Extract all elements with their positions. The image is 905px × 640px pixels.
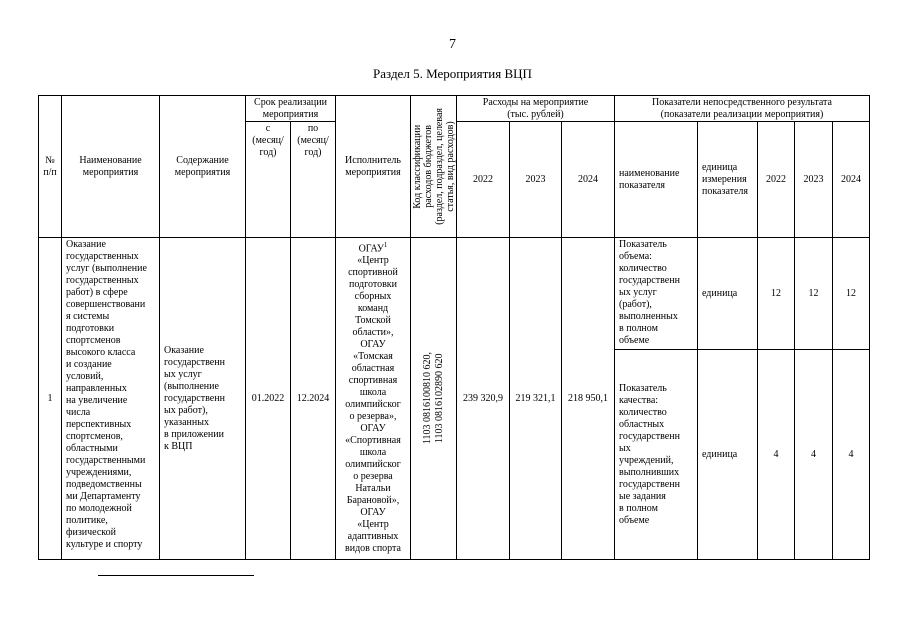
footnote-separator xyxy=(98,575,254,576)
row-expense-2023: 219 321,1 xyxy=(510,238,562,560)
header-results: Показатели непосредственного результата (показатели реализации мероприятия) xyxy=(615,96,870,122)
header-exp-year-3: 2024 xyxy=(562,122,615,238)
row-expense-2022: 239 320,9 xyxy=(457,238,510,560)
header-exp-year-2: 2023 xyxy=(510,122,562,238)
indicator-2-2023: 4 xyxy=(795,350,833,560)
indicator-2-2022: 4 xyxy=(758,350,795,560)
header-exp-year-1: 2022 xyxy=(457,122,510,238)
row-codes-cell xyxy=(411,238,457,560)
header-expenses: Расходы на мероприятие (тыс. рублей) xyxy=(457,96,615,122)
header-unit: единица измерения показателя xyxy=(698,122,758,238)
indicator-2-unit: единица xyxy=(698,350,758,560)
indicator-1-unit: единица xyxy=(698,238,758,350)
row-from: 01.2022 xyxy=(246,238,291,560)
header-res-year-2: 2023 xyxy=(795,122,833,238)
row-expense-2024: 218 950,1 xyxy=(562,238,615,560)
footnote-marker: 1 xyxy=(383,241,388,249)
indicator-1-name: Показатель объема: количество государственн ых услуг (работ), выполненных в полном объеме xyxy=(615,238,698,350)
row-executor xyxy=(336,238,411,560)
header-executor: Исполнитель мероприятия xyxy=(336,96,411,238)
row-content: Оказание государственн ых услуг (выполнение государственн ых работ), указанных в приложении к ВЦП xyxy=(160,238,246,560)
activities-table xyxy=(38,95,870,560)
row-codes: 1103 0816100810 620, 1103 0816102890 620 xyxy=(421,352,445,445)
header-content: Содержание мероприятия xyxy=(160,96,246,238)
header-code-cell xyxy=(411,96,457,238)
header-term-to: по (месяц/ год) xyxy=(291,122,336,238)
row-name: Оказание государственных услуг (выполнение государственных работ) в сфере совершенствовани я системы подготовки спортсменов высокого класса и создание условий, направленных на увеличение числа перспективных спортсменов, областными государственными учреждениями, подведомственны ми Департаменту по молодежной политике, физической культуре и спорту xyxy=(62,238,160,560)
header-num: № п/п xyxy=(39,96,62,238)
indicator-2-name: Показатель качества: количество областных государственн ых учреждений, выполнивших государственн ые задания в полном объеме xyxy=(615,350,698,560)
indicator-1-2024: 12 xyxy=(833,238,870,350)
row-num: 1 xyxy=(39,238,62,560)
header-res-year-3: 2024 xyxy=(833,122,870,238)
indicator-1-2023: 12 xyxy=(795,238,833,350)
header-code: Код классификации расходов бюджетов (раздел, подраздел, целевая статья, вид расходов) xyxy=(411,108,456,225)
section-title: Раздел 5. Мероприятия ВЦП xyxy=(373,66,532,81)
header-res-year-1: 2022 xyxy=(758,122,795,238)
row-executor-rest: «Центр спортивной подготовки сборных команд Томской области», ОГАУ «Томская областная спортивная школа олимпийског о резерва», ОГАУ «Спортивная школа олимпийског о резерва Натальи Барановой», ОГАУ «Центр адаптивных видов спорта xyxy=(345,255,401,555)
header-name: Наименование мероприятия xyxy=(62,96,160,238)
indicator-1-2022: 12 xyxy=(758,238,795,350)
header-term-from: с (месяц/ год) xyxy=(246,122,291,238)
page-number: 7 xyxy=(449,37,456,52)
header-term: Срок реализации мероприятия xyxy=(246,96,336,122)
row-to: 12.2024 xyxy=(291,238,336,560)
row-executor-head: ОГАУ xyxy=(358,243,384,255)
indicator-2-2024: 4 xyxy=(833,350,870,560)
header-indicator-name: наименование показателя xyxy=(615,122,698,238)
